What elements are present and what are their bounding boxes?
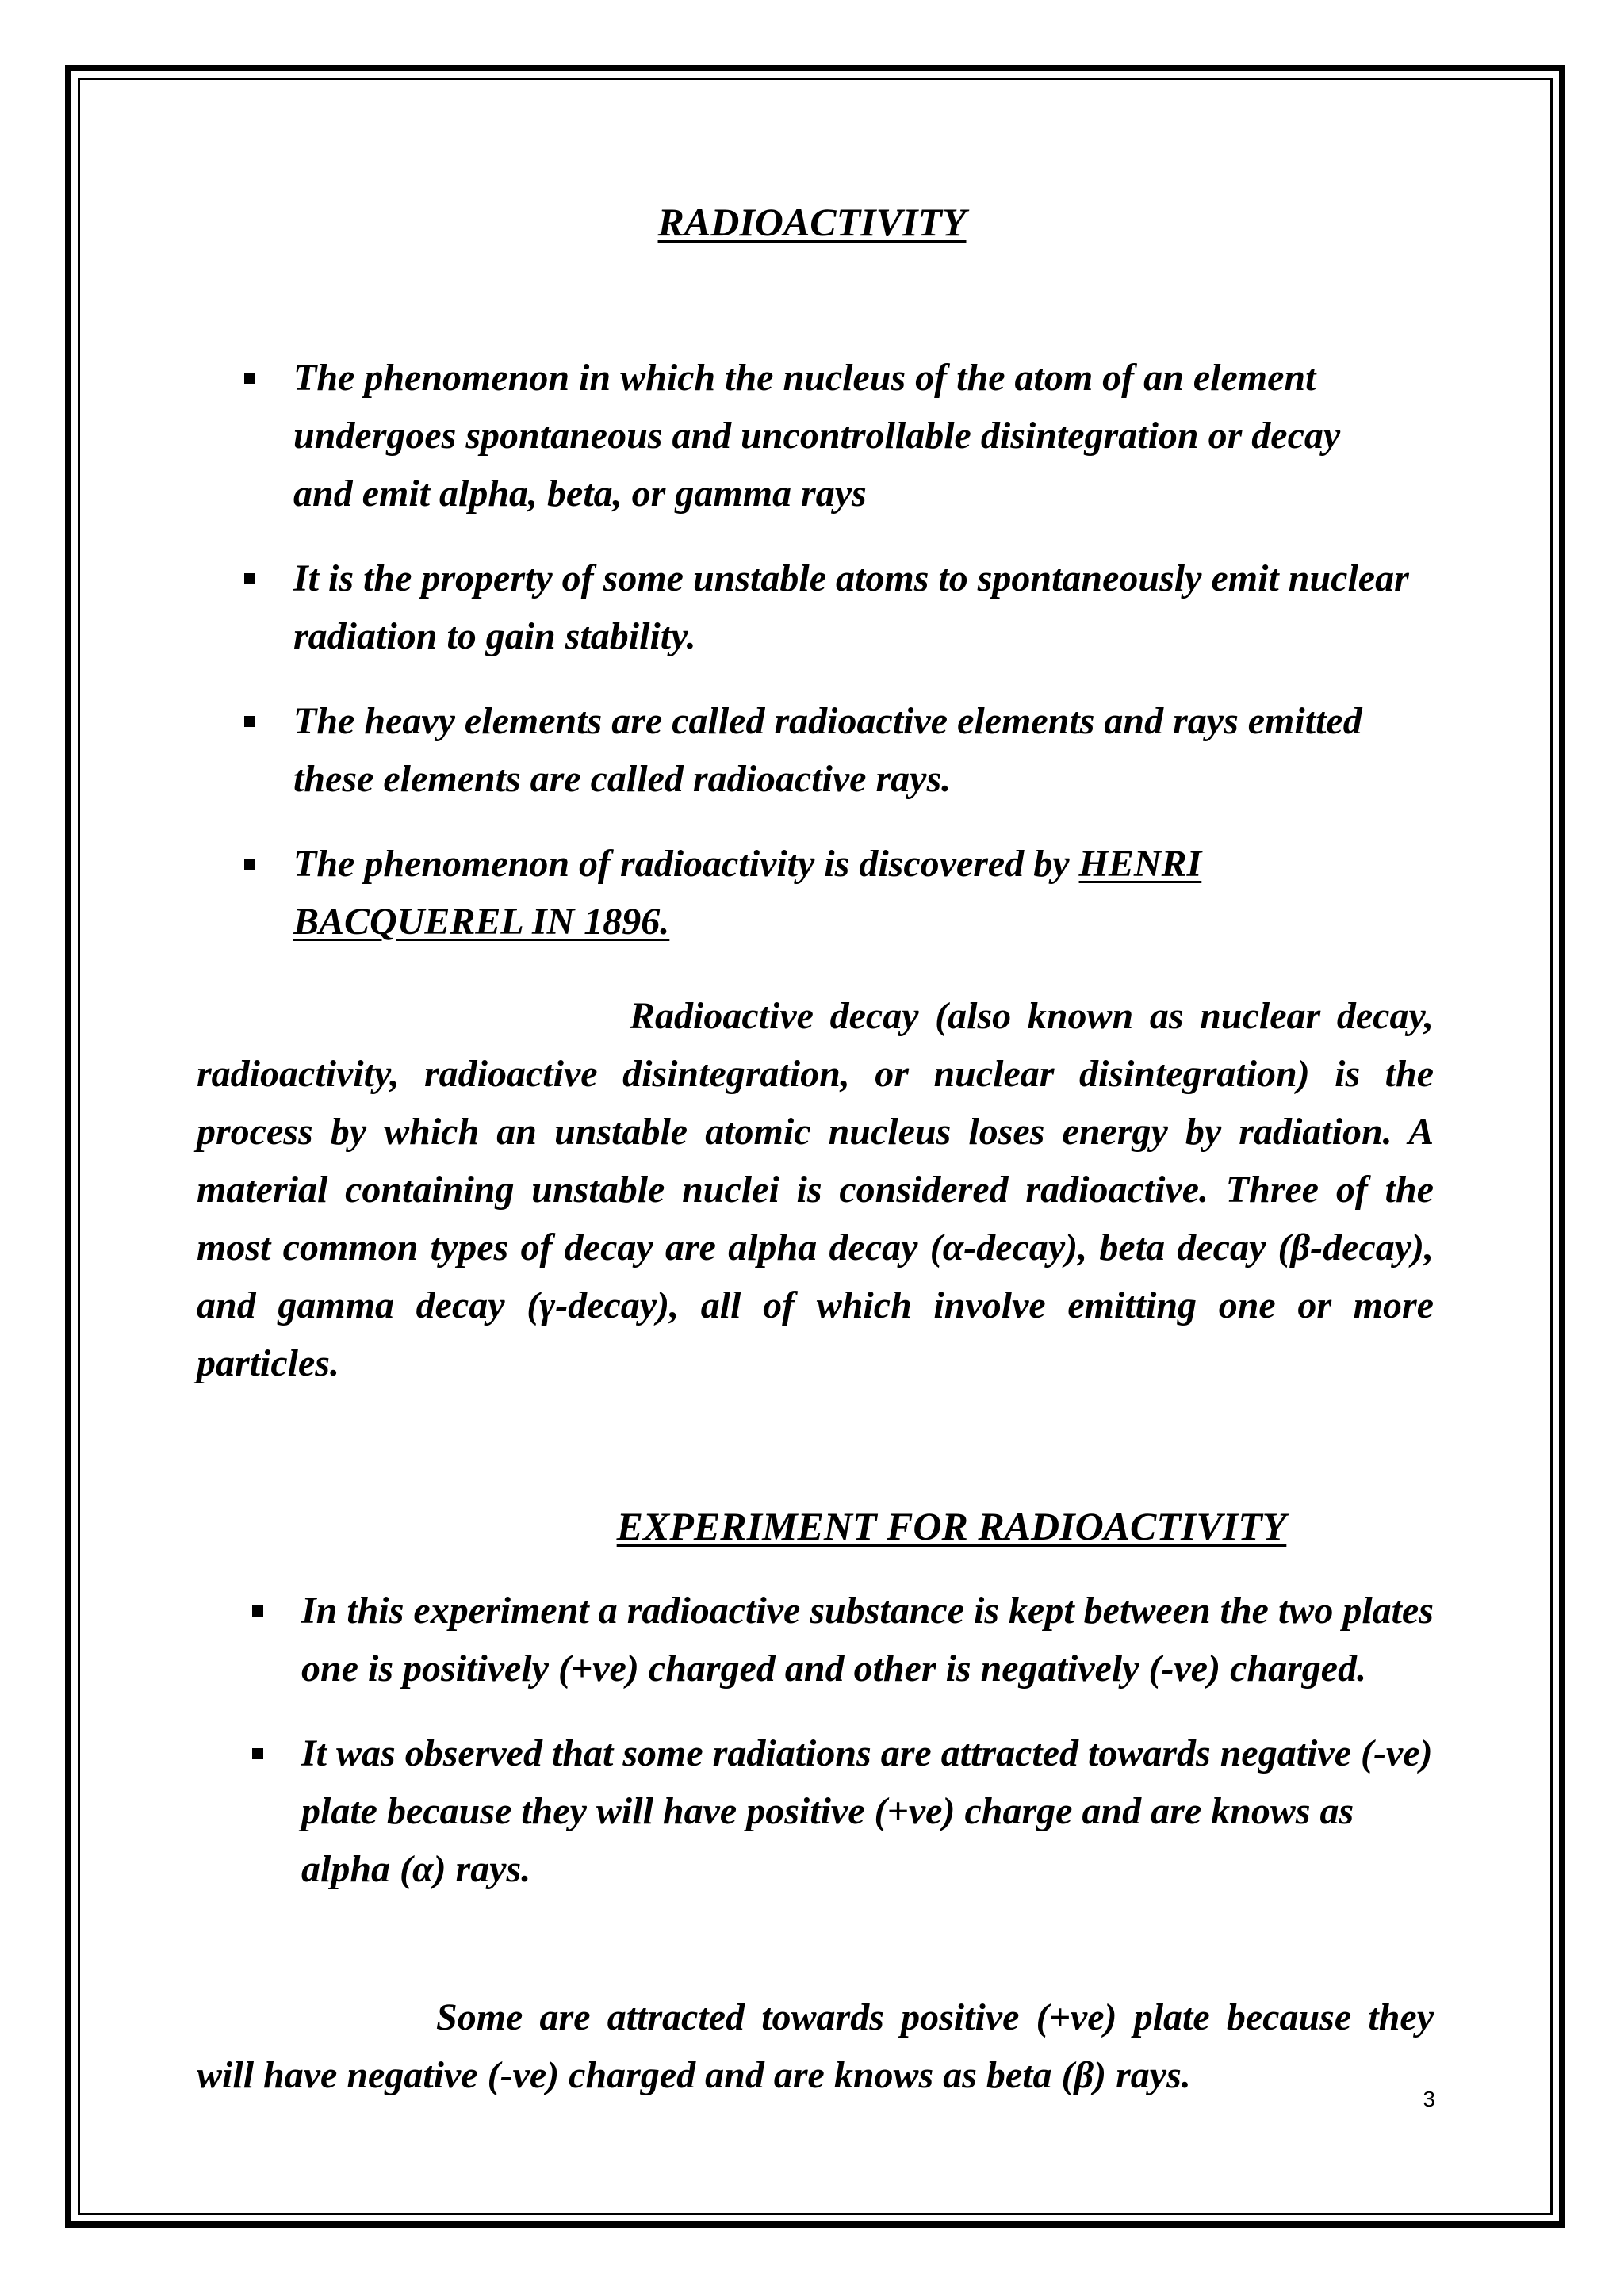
bullet-text: The phenomenon in which the nucleus of the atom of an element undergoes spontaneous and uncontrollable disintegration or decay and emit alpha, beta, or gamma rays: [293, 357, 1341, 515]
square-bullet-icon: [244, 716, 255, 727]
list-item: [238, 835, 1404, 951]
square-bullet-icon: [252, 1748, 263, 1759]
square-bullet-icon: [244, 573, 255, 584]
list-item: [246, 1582, 1435, 1697]
square-bullet-icon: [244, 373, 255, 384]
list-item: [238, 692, 1443, 808]
bullet-text: It is the property of some unstable atoms to spontaneously emit nuclear radiation to gain stability.: [293, 557, 1409, 657]
list-item: [238, 549, 1451, 665]
list-item: [238, 349, 1364, 522]
bullet-text: In this experiment a radioactive substance is kept between the two plates one is positively (+ve) charged and other is negatively (-ve) charged.: [301, 1590, 1434, 1689]
page-number: 3: [1423, 2087, 1435, 2111]
square-bullet-icon: [252, 1605, 263, 1617]
page-title: RADIOACTIVITY: [657, 200, 967, 244]
bullet-text: The heavy elements are called radioactive elements and rays emitted these elements are called radioactive rays.: [293, 700, 1362, 800]
bullet-text: The phenomenon of radioactivity is discovered by: [293, 843, 1079, 885]
intro-bullet-list: [238, 349, 1451, 951]
decay-paragraph: Radioactive decay (also known as nuclear decay, radioactivity, radioactive disintegration, or nuclear disintegration) is the process by which an unstable atomic nucleus loses energy by radiation. A material containing unstable nuclei is considered radioactive. Three of the most common types of decay are alpha decay (α-decay), beta decay (β-decay), and gamma decay (γ-decay), all of which involve emitting one or more particles.: [197, 995, 1434, 1384]
discoverer-name: HENRI BACQUEREL IN 1896.: [293, 843, 1202, 943]
bullet-text: It was observed that some radiations are attracted towards negative (-ve) plate because they will have positive (+ve) charge and are knows as alpha (α) rays.: [301, 1732, 1433, 1890]
experiment-bullet-list: [246, 1582, 1435, 1898]
list-item: [246, 1724, 1435, 1898]
square-bullet-icon: [244, 859, 255, 870]
experiment-heading: EXPERIMENT FOR RADIOACTIVITY: [616, 1504, 1287, 1548]
beta-paragraph: Some are attracted towards positive (+ve) plate because they will have negative (-ve) charged and are knows as beta (β) rays.: [197, 1996, 1434, 2096]
